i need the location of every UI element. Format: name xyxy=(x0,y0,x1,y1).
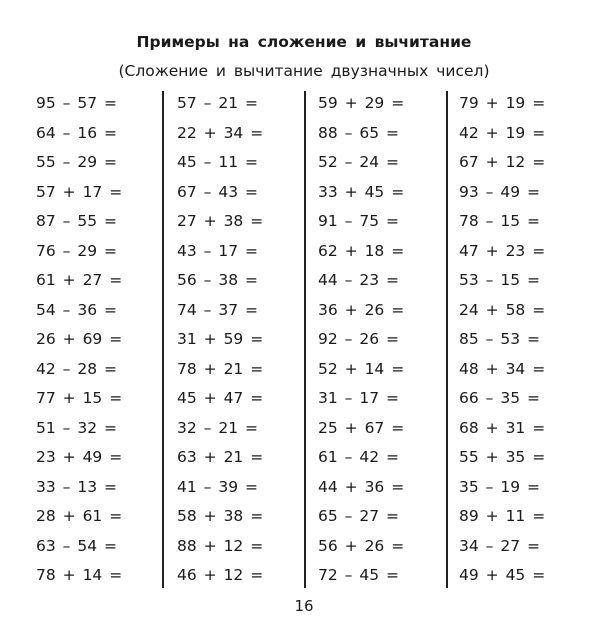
exercise-item: 36 + 26 = xyxy=(318,300,405,319)
exercise-item: 62 + 18 = xyxy=(318,241,405,260)
exercise-item: 27 + 38 = xyxy=(177,212,264,230)
exercise-item: 55 + 35 = xyxy=(459,448,546,466)
exercise-item: 33 + 45 = xyxy=(318,182,405,201)
exercise-item: 33 – 13 = xyxy=(36,477,117,496)
exercise-item: 57 – 21 = xyxy=(177,94,258,112)
exercise-grid xyxy=(0,91,608,591)
exercise-item: 56 – 38 = xyxy=(177,271,258,289)
exercise-item: 44 – 23 = xyxy=(318,271,399,289)
exercise-item: 57 + 17 = xyxy=(36,182,123,201)
exercise-item: 42 – 28 = xyxy=(36,359,117,378)
exercise-item: 66 – 35 = xyxy=(459,389,540,407)
exercise-item: 45 + 47 = xyxy=(177,389,264,407)
exercise-item: 88 + 12 = xyxy=(177,536,264,555)
exercise-item: 59 + 29 = xyxy=(318,94,405,112)
exercise-item: 52 – 24 = xyxy=(318,153,399,171)
exercise-item: 44 + 36 = xyxy=(318,477,405,496)
exercise-item: 25 + 67 = xyxy=(318,418,405,437)
exercise-item: 56 + 26 = xyxy=(318,536,405,555)
exercise-item: 31 + 59 = xyxy=(177,330,264,348)
page-number: 16 xyxy=(294,597,314,615)
column-divider xyxy=(304,91,306,588)
exercise-item: 67 + 12 = xyxy=(459,153,546,171)
exercise-item: 79 + 19 = xyxy=(459,94,546,112)
exercise-item: 91 – 75 = xyxy=(318,212,399,230)
column-divider xyxy=(162,91,164,588)
page-subtitle: (Сложение и вычитание двузначных чисел) xyxy=(118,62,490,80)
exercise-item: 95 – 57 = xyxy=(36,94,117,112)
exercise-item: 24 + 58 = xyxy=(459,300,546,319)
exercise-item: 65 – 27 = xyxy=(318,507,399,525)
exercise-item: 54 – 36 = xyxy=(36,300,117,319)
exercise-item: 45 – 11 = xyxy=(177,153,258,171)
exercise-item: 68 + 31 = xyxy=(459,418,546,437)
exercise-item: 34 – 27 = xyxy=(459,536,540,555)
exercise-item: 63 – 54 = xyxy=(36,536,117,555)
exercise-item: 61 + 27 = xyxy=(36,271,123,289)
exercise-item: 52 + 14 = xyxy=(318,359,405,378)
exercise-item: 26 + 69 = xyxy=(36,330,123,348)
exercise-item: 61 – 42 = xyxy=(318,448,399,466)
exercise-item: 31 – 17 = xyxy=(318,389,399,407)
exercise-item: 22 + 34 = xyxy=(177,123,264,142)
exercise-item: 76 – 29 = xyxy=(36,241,117,260)
exercise-item: 35 – 19 = xyxy=(459,477,540,496)
exercise-item: 41 – 39 = xyxy=(177,477,258,496)
exercise-item: 78 – 15 = xyxy=(459,212,540,230)
exercise-item: 78 + 21 = xyxy=(177,359,264,378)
exercise-item: 58 + 38 = xyxy=(177,507,264,525)
column-divider xyxy=(446,91,448,588)
exercise-item: 93 – 49 = xyxy=(459,182,540,201)
exercise-item: 53 – 15 = xyxy=(459,271,540,289)
exercise-item: 51 – 32 = xyxy=(36,418,117,437)
exercise-item: 47 + 23 = xyxy=(459,241,546,260)
exercise-item: 77 + 15 = xyxy=(36,389,123,407)
exercise-item: 89 + 11 = xyxy=(459,507,546,525)
exercise-item: 85 – 53 = xyxy=(459,330,540,348)
exercise-item: 46 + 12 = xyxy=(177,566,264,584)
exercise-item: 72 – 45 = xyxy=(318,566,399,584)
exercise-item: 87 – 55 = xyxy=(36,212,117,230)
exercise-item: 49 + 45 = xyxy=(459,566,546,584)
exercise-item: 55 – 29 = xyxy=(36,153,117,171)
page-title: Примеры на сложение и вычитание xyxy=(136,33,472,51)
exercise-item: 92 – 26 = xyxy=(318,330,399,348)
exercise-item: 78 + 14 = xyxy=(36,566,123,584)
exercise-item: 64 – 16 = xyxy=(36,123,117,142)
exercise-item: 74 – 37 = xyxy=(177,300,258,319)
exercise-item: 32 – 21 = xyxy=(177,418,258,437)
exercise-item: 28 + 61 = xyxy=(36,507,123,525)
exercise-item: 23 + 49 = xyxy=(36,448,123,466)
exercise-item: 42 + 19 = xyxy=(459,123,546,142)
exercise-item: 88 – 65 = xyxy=(318,123,399,142)
exercise-item: 63 + 21 = xyxy=(177,448,264,466)
exercise-item: 67 – 43 = xyxy=(177,182,258,201)
exercise-item: 43 – 17 = xyxy=(177,241,258,260)
exercise-item: 48 + 34 = xyxy=(459,359,546,378)
